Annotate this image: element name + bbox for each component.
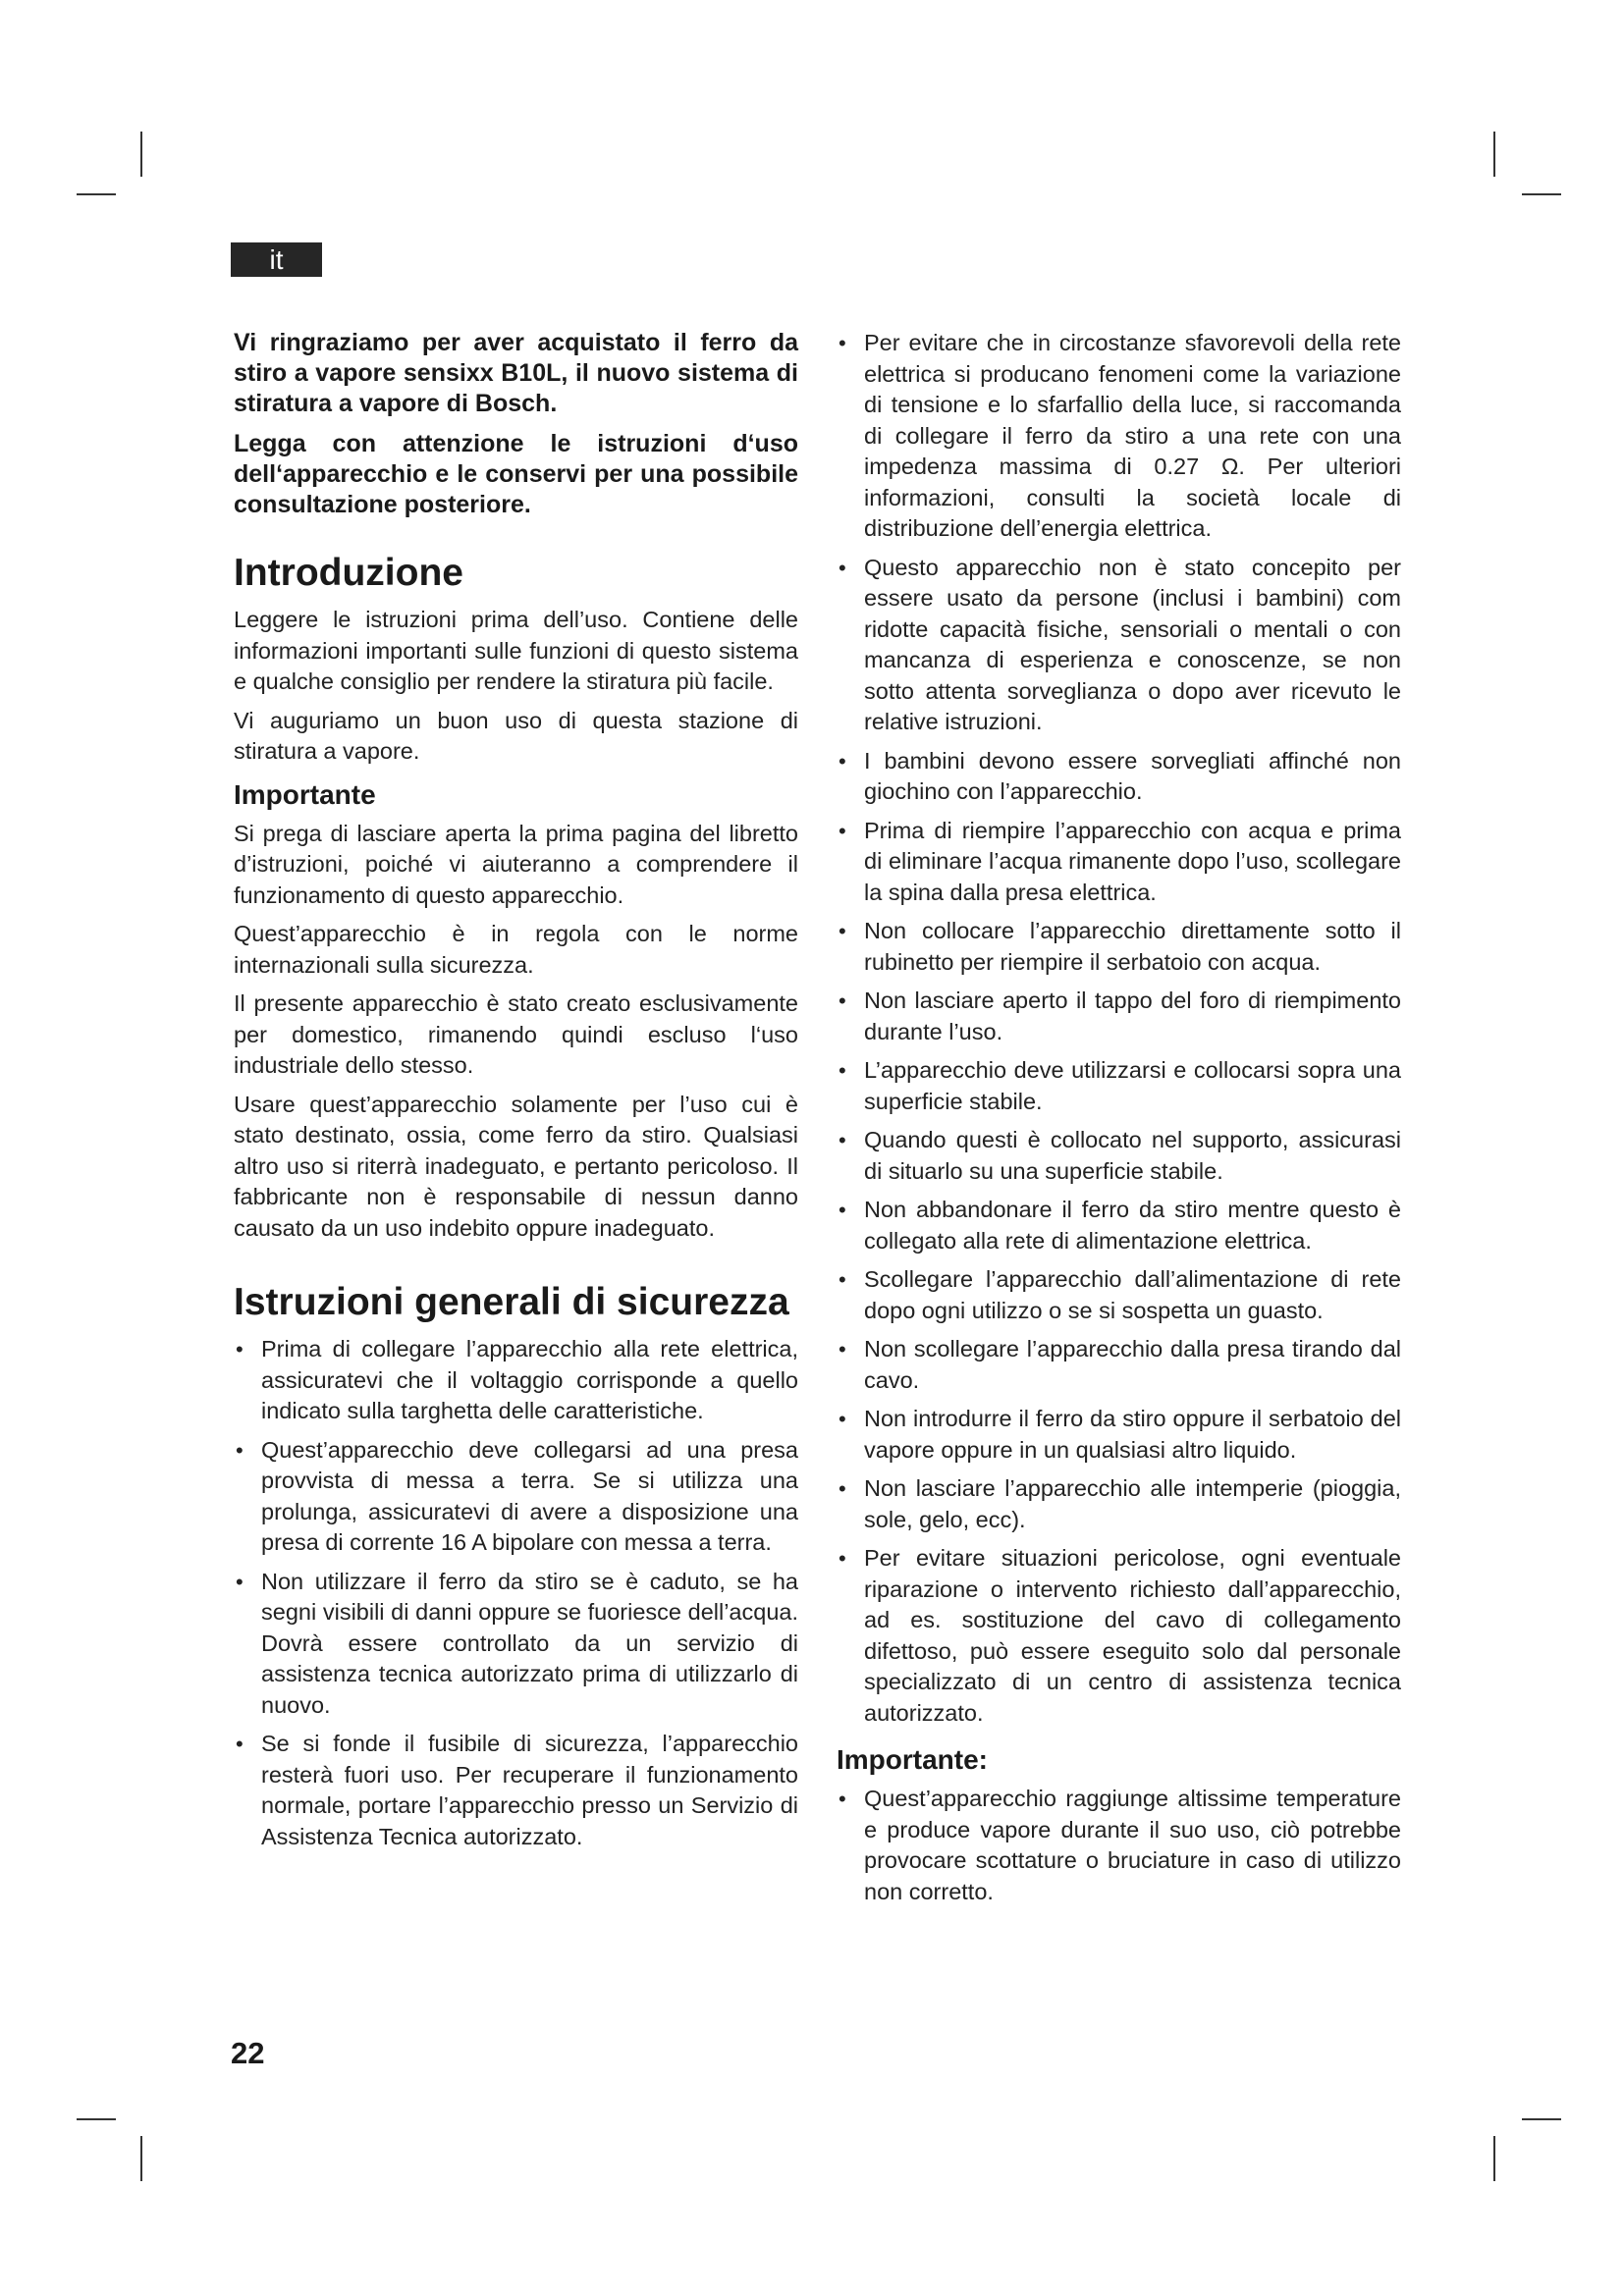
crop-mark-top-left-h <box>77 193 116 195</box>
intro-read-carefully: Legga con attenzione le istruzioni d‘uso dell‘apparecchio e le conservi per una possibile consultazione posteriore. <box>234 430 798 518</box>
list-item <box>837 1125 1401 1187</box>
importante-list <box>837 1784 1401 1907</box>
right-column <box>837 328 1401 1915</box>
bullet-icon: • <box>839 1407 846 1431</box>
list-item-text: Non lasciare l’apparecchio alle intemperie (pioggia, sole, gelo, ecc). <box>864 1475 1401 1532</box>
list-item-text: Quando questi è collocato nel supporto, assicurasi di situarlo su una superficie stabile. <box>864 1127 1401 1184</box>
list-item <box>837 986 1401 1047</box>
language-badge: it <box>231 242 322 277</box>
bullet-icon: • <box>839 919 846 943</box>
section-title-sicurezza: Istruzioni generali di sicurezza <box>234 1281 789 1323</box>
list-item-text: Non collocare l’apparecchio direttamente sotto il rubinetto per riempire il serbatoio con acqua. <box>864 918 1401 975</box>
bullet-icon: • <box>236 1732 244 1756</box>
list-item-text: Prima di collegare l’apparecchio alla rete elettrica, assicuratevi che il voltaggio corrisponde a quello indicato sulla targhetta delle caratteristiche. <box>261 1336 798 1423</box>
bullet-icon: • <box>839 331 846 355</box>
list-item <box>837 1264 1401 1326</box>
safety-list-left <box>234 1334 798 1852</box>
bullet-icon: • <box>839 1058 846 1083</box>
list-item <box>837 1473 1401 1535</box>
list-item <box>837 1543 1401 1729</box>
bullet-icon: • <box>839 1787 846 1811</box>
list-item <box>837 1195 1401 1256</box>
bullet-icon: • <box>839 1476 846 1501</box>
introduzione-paragraph: Vi auguriamo un buon uso di questa stazione di stiratura a vapore. <box>234 707 798 764</box>
bullet-icon: • <box>839 555 846 580</box>
introduzione-paragraph: Leggere le istruzioni prima dell’uso. Contiene delle informazioni importanti sulle funzioni di questo sistema e qualche consiglio per rendere la stiratura più facile. <box>234 607 798 694</box>
section-title-importante-2: Importante: <box>837 1744 988 1775</box>
crop-mark-top-left-v <box>140 132 142 177</box>
importante-paragraph: Usare quest’apparecchio solamente per l’uso cui è stato destinato, ossia, come ferro da stiro. Qualsiasi altro uso si riterrà inadeguato, e pertanto pericoloso. Il fabbricante non è responsabile di nessun danno causato da un uso indebito oppure inadeguato. <box>234 1091 798 1241</box>
list-item <box>837 1334 1401 1396</box>
crop-mark-top-right-v <box>1493 132 1495 177</box>
bullet-icon: • <box>236 1337 244 1362</box>
list-item-text: Per evitare che in circostanze sfavorevoli della rete elettrica si producano fenomeni come la variazione di tensione e lo sfarfallio della luce, si raccomanda di collegare il ferro da stiro a una rete con una impedenza massima di 0.27 Ω. Per ulteriori informazioni, consulti la società locale di distribuzione dell’energia elettrica. <box>864 330 1401 541</box>
bullet-icon: • <box>839 818 846 843</box>
list-item-text: Non introdurre il ferro da stiro oppure il serbatoio del vapore oppure in un qualsiasi altro liquido. <box>864 1406 1401 1463</box>
importante-paragraph: Il presente apparecchio è stato creato esclusivamente per domestico, rimanendo quindi escluso l‘uso industriale dello stesso. <box>234 990 798 1078</box>
page-number: 22 <box>231 2036 265 2070</box>
list-item-text: I bambini devono essere sorvegliati affinché non giochino con l’apparecchio. <box>864 747 1401 804</box>
list-item-text: L’apparecchio deve utilizzarsi e collocarsi sopra una superficie stabile. <box>864 1057 1401 1114</box>
list-item-text: Questo apparecchio non è stato concepito per essere usato da persone (inclusi i bambini) com ridotte capacità fisiche, sensoriali o mentali o con mancanza di esperienza e conoscenze, se non sotto attenta sorveglianza o dopo aver ricevuto le relative istruzioni. <box>864 554 1401 734</box>
list-item <box>837 1055 1401 1117</box>
list-item <box>837 916 1401 978</box>
list-item-text: Non utilizzare il ferro da stiro se è caduto, se ha segni visibili di danni oppure se fuoriesce dell’acqua. Dovrà essere controllato da un servizio di assistenza tecnica autorizzato prima di utilizzarlo di nuovo. <box>261 1568 798 1718</box>
list-item <box>837 553 1401 738</box>
list-item-text: Quest’apparecchio raggiunge altissime temperature e produce vapore durante il suo uso, ciò potrebbe provocare scottature o bruciature in caso di utilizzo non corretto. <box>864 1786 1401 1904</box>
section-title-importante: Importante <box>234 778 376 810</box>
list-item <box>234 1334 798 1427</box>
list-item-text: Non lasciare aperto il tappo del foro di riempimento durante l’uso. <box>864 988 1401 1044</box>
bullet-icon: • <box>839 1198 846 1222</box>
bullet-icon: • <box>839 1546 846 1571</box>
crop-mark-bottom-left-h <box>77 2118 116 2120</box>
bullet-icon: • <box>839 1267 846 1292</box>
crop-mark-top-right-h <box>1522 193 1561 195</box>
list-item <box>837 1404 1401 1466</box>
importante-paragraph: Si prega di lasciare aperta la prima pagina del libretto d’istruzioni, poiché vi aiuteranno a comprendere il funzionamento di questo apparecchio. <box>234 820 798 908</box>
list-item-text: Quest’apparecchio deve collegarsi ad una presa provvista di messa a terra. Se si utilizza una prolunga, assicuratevi di avere a disposizione una presa di corrente 16 A bipolare con messa a terra. <box>261 1436 798 1555</box>
list-item-text: Scollegare l’apparecchio dall’alimentazione di rete dopo ogni utilizzo o se si sospetta un guasto. <box>864 1266 1401 1323</box>
section-title-introduzione: Introduzione <box>234 552 463 594</box>
list-item <box>234 1729 798 1852</box>
list-item <box>837 328 1401 545</box>
importante-paragraph: Quest’apparecchio è in regola con le norme internazionali sulla sicurezza. <box>234 921 798 978</box>
list-item <box>234 1567 798 1722</box>
list-item-text: Non scollegare l’apparecchio dalla presa tirando dal cavo. <box>864 1336 1401 1393</box>
bullet-icon: • <box>236 1437 244 1463</box>
left-column <box>234 328 798 1860</box>
list-item <box>837 1784 1401 1907</box>
intro-thanks: Vi ringraziamo per aver acquistato il ferro da stiro a vapore sensixx B10L, il nuovo sistema di stiratura a vapore di Bosch. <box>234 329 798 417</box>
list-item-text: Non abbandonare il ferro da stiro mentre questo è collegato alla rete di alimentazione elettrica. <box>864 1197 1401 1254</box>
list-item <box>837 746 1401 808</box>
list-item-text: Prima di riempire l’apparecchio con acqua e prima di eliminare l’acqua rimanente dopo l’uso, scollegare la spina dalla presa elettrica. <box>864 817 1401 905</box>
bullet-icon: • <box>839 1337 846 1362</box>
bullet-icon: • <box>236 1569 244 1594</box>
bullet-icon: • <box>839 988 846 1013</box>
crop-mark-bottom-left-v <box>140 2136 142 2181</box>
crop-mark-bottom-right-h <box>1522 2118 1561 2120</box>
safety-list-right <box>837 328 1401 1729</box>
list-item-text: Per evitare situazioni pericolose, ogni eventuale riparazione o intervento richiesto dall’apparecchio, ad es. sostituzione del cavo di collegamento difettoso, può essere eseguito solo dal personale specializzato di un centro di assistenza tecnica autorizzato. <box>864 1545 1401 1726</box>
list-item <box>837 816 1401 909</box>
list-item <box>234 1435 798 1559</box>
bullet-icon: • <box>839 748 846 774</box>
crop-mark-bottom-right-v <box>1493 2136 1495 2181</box>
list-item-text: Se si fonde il fusibile di sicurezza, l’apparecchio resterà fuori uso. Per recuperare il funzionamento normale, portare l’apparecchio presso un Servizio di Assistenza Tecnica autorizzato. <box>261 1731 798 1849</box>
bullet-icon: • <box>839 1128 846 1152</box>
